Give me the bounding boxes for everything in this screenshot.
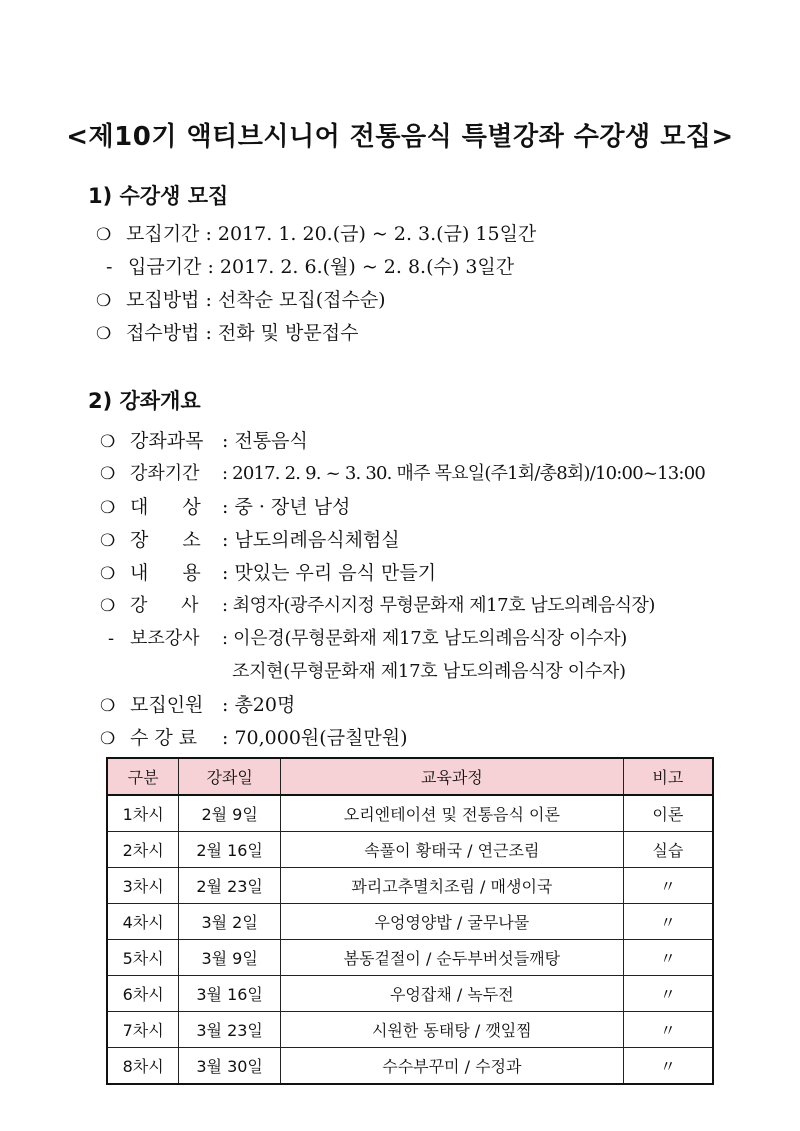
cell-note: 실습 (623, 832, 713, 868)
circle-bullet-icon: ❍ (100, 564, 116, 584)
cell-date: 3월 9일 (179, 940, 281, 976)
item-value: : 전통음식 (222, 430, 308, 452)
item-label: 강좌과목 (130, 430, 204, 452)
list-item (96, 219, 536, 246)
list-item-text: 모집기간 : 2017. 1. 20.(금) ~ 2. 3.(금) 15일간 (126, 223, 537, 245)
list-item (96, 318, 358, 345)
circle-bullet-icon: ❍ (100, 596, 115, 616)
item-label: 강좌기간 (130, 463, 200, 484)
circle-bullet-icon: ❍ (100, 729, 116, 749)
item-value: : 총20명 (222, 694, 296, 716)
list-item (100, 690, 295, 717)
cell-date: 2월 9일 (179, 795, 281, 832)
circle-bullet-icon: ❍ (100, 531, 116, 551)
cell-date: 2월 23일 (179, 868, 281, 904)
list-item-text: 접수방법 : 전화 및 방문접수 (126, 322, 359, 344)
header-date: 강좌일 (179, 758, 281, 795)
cell-course: 꽈리고추멸치조림 / 매생이국 (280, 868, 623, 904)
cell-note: 〃 (623, 940, 713, 976)
list-item-text: 모집방법 : 선착순 모집(접수순) (126, 289, 386, 311)
item-label: 대 상 (130, 496, 215, 518)
cell-course: 봄동겉절이 / 순두부버섯들깨탕 (280, 940, 623, 976)
cell-note: 〃 (623, 1012, 713, 1048)
item-value: 조지현(무형문화재 제17호 남도의례음식장 이수자) (232, 661, 626, 682)
item-value: : 남도의례음식체험실 (222, 529, 400, 551)
list-item (100, 492, 350, 519)
cell-date: 3월 2일 (179, 904, 281, 940)
list-item (100, 591, 655, 617)
cell-date: 3월 30일 (179, 1048, 281, 1085)
list-item (100, 723, 408, 750)
item-label: 수 강 료 (130, 727, 198, 749)
header-note: 비고 (623, 758, 713, 795)
cell-note: 〃 (623, 976, 713, 1012)
item-value: : 맛있는 우리 음식 만들기 (222, 562, 437, 584)
table-row (107, 1048, 713, 1085)
list-item (96, 285, 386, 312)
cell-note: 이론 (623, 795, 713, 832)
cell-session: 1차시 (107, 795, 179, 832)
table-row (107, 832, 713, 868)
list-item (232, 657, 626, 683)
item-value: : 2017. 2. 9. ~ 3. 30. 매주 목요일(주1회/총8회)/10:00~13:00 (222, 463, 705, 484)
circle-bullet-icon: ❍ (100, 498, 116, 518)
list-item (100, 525, 400, 552)
table-row (107, 868, 713, 904)
cell-session: 8차시 (107, 1048, 179, 1085)
cell-session: 5차시 (107, 940, 179, 976)
item-value: : 이은경(무형문화재 제17호 남도의례음식장 이수자) (222, 628, 627, 649)
list-item (100, 558, 436, 585)
cell-course: 시원한 동태탕 / 깻잎찜 (280, 1012, 623, 1048)
cell-course: 오리엔테이션 및 전통음식 이론 (280, 795, 623, 832)
cell-note: 〃 (623, 1048, 713, 1085)
dash-bullet: - (108, 628, 114, 649)
circle-bullet-icon: ❍ (96, 225, 112, 245)
list-item (100, 459, 705, 485)
list-item-text: 입금기간 : 2017. 2. 6.(월) ~ 2. 8.(수) 3일간 (128, 256, 515, 278)
circle-bullet-icon: ❍ (96, 291, 112, 311)
cell-note: 〃 (623, 904, 713, 940)
table-header-row (107, 758, 713, 795)
table-row (107, 795, 713, 832)
circle-bullet-icon: ❍ (100, 696, 116, 716)
section-heading-recruitment: 1) 수강생 모집 (88, 184, 229, 208)
cell-session: 3차시 (107, 868, 179, 904)
table-row (107, 904, 713, 940)
item-label: 강 사 (130, 595, 213, 616)
page-title: <제10기 액티브시니어 전통음식 특별강좌 수강생 모집> (66, 122, 734, 152)
table-row (107, 1012, 713, 1048)
cell-date: 3월 23일 (179, 1012, 281, 1048)
item-label: 내 용 (130, 562, 215, 584)
table-row (107, 976, 713, 1012)
cell-course: 우엉잡채 / 녹두전 (280, 976, 623, 1012)
list-item (108, 624, 627, 650)
circle-bullet-icon: ❍ (100, 432, 116, 452)
header-course: 교육과정 (280, 758, 623, 795)
list-item (100, 426, 308, 453)
cell-session: 4차시 (107, 904, 179, 940)
item-label: 장 소 (130, 529, 215, 551)
cell-date: 3월 16일 (179, 976, 281, 1012)
header-session: 구분 (107, 758, 179, 795)
item-value: : 중 · 장년 남성 (222, 496, 351, 518)
dash-bullet: - (106, 256, 113, 278)
item-label: 모집인원 (130, 694, 204, 716)
cell-date: 2월 16일 (179, 832, 281, 868)
list-item (106, 252, 514, 279)
cell-session: 2차시 (107, 832, 179, 868)
item-label: 보조강사 (130, 628, 200, 649)
schedule-table (106, 757, 714, 1085)
item-value: : 70,000원(금칠만원) (222, 727, 408, 749)
item-value: : 최영자(광주시지정 무형문화재 제17호 남도의례음식장) (222, 595, 655, 616)
circle-bullet-icon: ❍ (96, 324, 112, 344)
table-row (107, 940, 713, 976)
cell-course: 우엉영양밥 / 굴무나물 (280, 904, 623, 940)
cell-session: 6차시 (107, 976, 179, 1012)
circle-bullet-icon: ❍ (100, 464, 115, 484)
cell-session: 7차시 (107, 1012, 179, 1048)
cell-course: 속풀이 황태국 / 연근조림 (280, 832, 623, 868)
section-heading-overview: 2) 강좌개요 (88, 389, 201, 413)
cell-course: 수수부꾸미 / 수정과 (280, 1048, 623, 1085)
cell-note: 〃 (623, 868, 713, 904)
